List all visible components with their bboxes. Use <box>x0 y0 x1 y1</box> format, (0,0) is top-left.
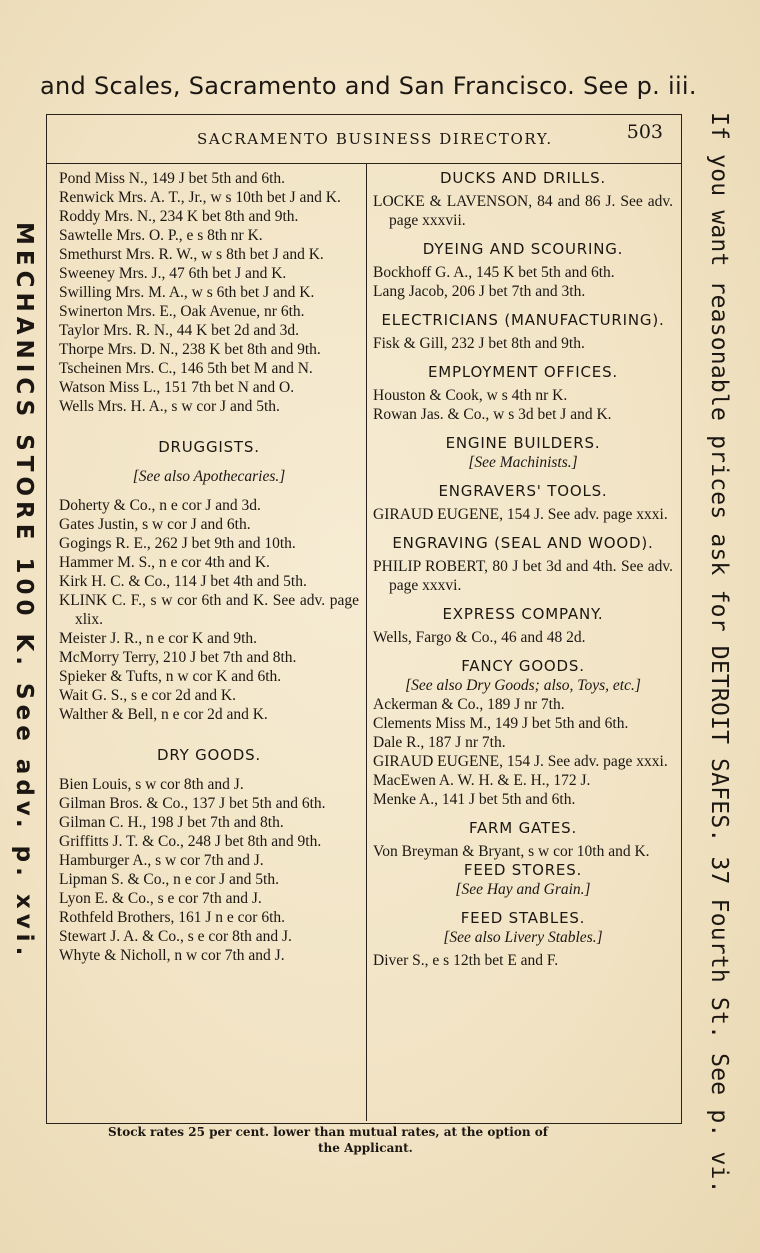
cross-reference-note: [See Machinists.] <box>468 454 578 471</box>
section-feed-stables <box>373 909 673 970</box>
section-feed-stores <box>373 861 673 899</box>
column-divider <box>366 164 367 1121</box>
list-item: Spieker & Tufts, n w cor K and 6th. <box>59 668 282 685</box>
list-item: Dale R., 187 J nr 7th. <box>373 734 506 751</box>
list-item: Gates Justin, s w cor J and 6th. <box>59 516 251 533</box>
right-margin-ad-text: If you want reasonable prices ask for DETROIT SAFES. 37 Fourth St. See p. vi. <box>706 112 732 1194</box>
directory-title: SACRAMENTO BUSINESS DIRECTORY. <box>197 130 553 148</box>
list-item: LOCKE & LAVENSON, 84 and 86 J. See adv. page xxxvii. <box>373 193 673 229</box>
list-item: Sawtelle Mrs. O. P., e s 8th nr K. <box>59 227 263 244</box>
list-item: Pond Miss N., 149 J bet 5th and 6th. <box>59 170 286 187</box>
list-item: Sweeney Mrs. J., 47 6th bet J and K. <box>59 265 287 282</box>
list-item: Walther & Bell, n e cor 2d and K. <box>59 706 268 723</box>
list-item: Kirk H. C. & Co., 114 J bet 4th and 5th. <box>59 573 307 590</box>
section-express-company <box>373 605 673 647</box>
list-item: Hamburger A., s w cor 7th and J. <box>59 852 264 869</box>
left-column <box>59 169 359 965</box>
section-engine-builders <box>373 434 673 472</box>
list-item: Taylor Mrs. R. N., 44 K bet 2d and 3d. <box>59 322 300 339</box>
list-item: Gilman Bros. & Co., 137 J bet 5th and 6th. <box>59 795 326 812</box>
list-item: Swilling Mrs. M. A., w s 6th bet J and K. <box>59 284 315 301</box>
list-item: Gogings R. E., 262 J bet 9th and 10th. <box>59 535 296 552</box>
list-item: MacEwen A. W. H. & E. H., 172 J. <box>373 772 591 789</box>
list-item: Von Breyman & Bryant, s w cor 10th and K. <box>373 843 650 860</box>
list-item: Doherty & Co., n e cor J and 3d. <box>59 497 261 514</box>
list-item: Wait G. S., s e cor 2d and K. <box>59 687 236 704</box>
list-item: Houston & Cook, w s 4th nr K. <box>373 387 568 404</box>
right-margin-advertisement <box>690 112 750 1194</box>
footer-line: Stock rates 25 per cent. lower than mutual rates, at the option of <box>108 1125 548 1139</box>
list-item: Renwick Mrs. A. T., Jr., w s 10th bet J and K. <box>59 189 341 206</box>
list-item: KLINK C. F., s w cor 6th and K. See adv. page xlix. <box>59 592 359 628</box>
list-item: Swinerton Mrs. E., Oak Avenue, nr 6th. <box>59 303 305 320</box>
list-item: Stewart J. A. & Co., s e cor 8th and J. <box>59 928 292 945</box>
section-heading: EXPRESS COMPANY. <box>442 605 604 623</box>
list-item: Hammer M. S., n e cor 4th and K. <box>59 554 270 571</box>
footer-line: the Applicant. <box>318 1141 413 1155</box>
section-druggists <box>59 438 359 724</box>
section-heading: FEED STABLES. <box>460 909 586 927</box>
section-fancy-goods <box>373 657 673 809</box>
list-item: Smethurst Mrs. R. W., w s 8th bet J and K. <box>59 246 324 263</box>
list-item: Menke A., 141 J bet 5th and 6th. <box>373 791 576 808</box>
cross-reference-note: [See Hay and Grain.] <box>455 881 591 898</box>
list-item: Wells, Fargo & Co., 46 and 48 2d. <box>373 629 586 646</box>
list-item: Clements Miss M., 149 J bet 5th and 6th. <box>373 715 629 732</box>
list-item: Diver S., e s 12th bet E and F. <box>373 952 559 969</box>
list-item: Roddy Mrs. N., 234 K bet 8th and 9th. <box>59 208 299 225</box>
list-item: Fisk & Gill, 232 J bet 8th and 9th. <box>373 335 585 352</box>
list-item: Lipman S. & Co., n e cor J and 5th. <box>59 871 279 888</box>
cross-reference-note: [See also Livery Stables.] <box>443 929 603 946</box>
section-dyeing-and-scouring <box>373 240 673 301</box>
section-heading: FARM GATES. <box>468 819 578 837</box>
list-item: Lang Jacob, 206 J bet 7th and 3th. <box>373 283 586 300</box>
list-item: McMorry Terry, 210 J bet 7th and 8th. <box>59 649 297 666</box>
section-heading: FANCY GOODS. <box>461 657 585 675</box>
section-dry-goods <box>59 746 359 965</box>
list-item: Ackerman & Co., 189 J nr 7th. <box>373 696 565 713</box>
list-item: Bockhoff G. A., 145 K bet 5th and 6th. <box>373 264 615 281</box>
list-item: Tscheinen Mrs. C., 146 5th bet M and N. <box>59 360 313 377</box>
list-item: Rowan Jas. & Co., w s 3d bet J and K. <box>373 406 612 423</box>
section-heading: FEED STORES. <box>463 861 583 879</box>
list-item: Thorpe Mrs. D. N., 238 K bet 8th and 9th. <box>59 341 321 358</box>
list-item: GIRAUD EUGENE, 154 J. See adv. page xxxi. <box>373 753 668 770</box>
section-heading: ELECTRICIANS (MANUFACTURING). <box>381 311 665 329</box>
top-advertisement: and Scales, Sacramento and San Francisco. See p. iii. <box>40 72 697 100</box>
section-electricians <box>373 311 673 353</box>
running-header <box>47 115 681 164</box>
page-number: 503 <box>626 121 663 143</box>
section-farm-gates <box>373 819 673 861</box>
section-ducks-and-drills <box>373 169 673 230</box>
list-item: Whyte & Nicholl, n w cor 7th and J. <box>59 947 285 964</box>
section-heading: ENGRAVERS' TOOLS. <box>438 482 608 500</box>
section-heading: EMPLOYMENT OFFICES. <box>428 363 618 381</box>
right-column <box>373 169 673 970</box>
cross-reference-note: [See also Apothecaries.] <box>132 468 286 485</box>
list-item: PHILIP ROBERT, 80 J bet 3d and 4th. See adv. page xxxvi. <box>373 558 673 594</box>
directory-frame <box>46 114 682 1124</box>
list-item: Griffitts J. T. & Co., 248 J bet 8th and 9th. <box>59 833 322 850</box>
list-item: GIRAUD EUGENE, 154 J. See adv. page xxxi. <box>373 506 668 523</box>
cross-reference-note: [See also Dry Goods; also, Toys, etc.] <box>405 677 641 694</box>
list-item: Rothfeld Brothers, 161 J n e cor 6th. <box>59 909 286 926</box>
list-item: Wells Mrs. H. A., s w cor J and 5th. <box>59 398 280 415</box>
list-item: Meister J. R., n e cor K and 9th. <box>59 630 258 647</box>
section-employment-offices <box>373 363 673 424</box>
list-item: Lyon E. & Co., s e cor 7th and J. <box>59 890 262 907</box>
section-heading: ENGINE BUILDERS. <box>445 434 601 452</box>
section-heading: ENGRAVING (SEAL AND WOOD). <box>392 534 654 552</box>
section-engravers-tools <box>373 482 673 524</box>
section-heading: DRY GOODS. <box>156 746 262 764</box>
list-item: Watson Miss L., 151 7th bet N and O. <box>59 379 295 396</box>
footer-advertisement <box>108 1124 668 1156</box>
section-heading: DUCKS AND DRILLS. <box>440 169 606 187</box>
list-item: Bien Louis, s w cor 8th and J. <box>59 776 244 793</box>
left-margin-advertisement <box>4 222 50 1022</box>
list-item: Gilman C. H., 198 J bet 7th and 8th. <box>59 814 284 831</box>
section-heading: DYEING AND SCOURING. <box>422 240 624 258</box>
section-heading: DRUGGISTS. <box>158 438 260 456</box>
residents-list <box>59 169 359 416</box>
section-engraving <box>373 534 673 595</box>
left-margin-ad-text: MECHANICS STORE 100 K. See adv. p. xvi. <box>11 222 37 961</box>
